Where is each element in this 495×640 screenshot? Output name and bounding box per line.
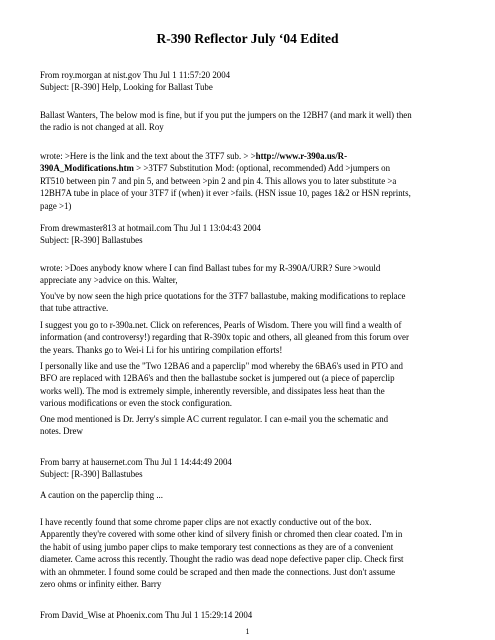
message-header [40,609,462,621]
text-line: the radio is not changed at all. Roy [40,122,164,133]
text-line [40,150,462,162]
message-subject: Subject: [R-390] Ballastubes [40,235,143,246]
message-from: From barry at hausernet.com Thu Jul 1 14:44:49 2004 [40,457,232,467]
text-line [40,162,462,174]
text-line: diameter. Came across this recently. Thought the radio was dead nope defective paper clip. Check first [40,554,404,565]
text-line: 12BH7A tube in place of your 3TF7 if (when) it ever >fails. (HSN issue 10, pages 1&2 or HSN reprints, [40,188,411,199]
mod-link-continued[interactable]: 390A_Modifications.htm [40,163,134,174]
paragraph [40,319,462,356]
text-line: the years. Thanks go to Wei-i Li for his untiring compilation efforts! [40,344,283,355]
text-line: I personally like and use the "Two 12BA6 and a paperclip" mod whereby the 6BA6's used in PTO and [40,361,403,371]
page-number: 1 [245,627,250,636]
text-line: BFO are replaced with 12BA6's and then the ballastube socket is jumpered out (a piece of paperclip [40,373,395,384]
text-line: A caution on the paperclip thing ... [40,490,163,500]
message-header [40,456,462,481]
text-line: with an ohmmeter. I found some could be scraped and then made the connections. Just don't assume [40,566,396,577]
text-line: Ballast Wanters, The below mod is fine, but if you put the jumpers on the 12BH7 (and mark it well) then [40,110,412,120]
text-line: I suggest you go to r-390a.net. Click on references, Pearls of Wisdom. There you will find a wealth of [40,320,402,330]
message-from: From roy.morgan at nist.gov Thu Jul 1 11:57:20 2004 [40,70,231,80]
text-line: appreciate any >advice on this. Walter, [40,275,178,286]
paragraph [40,360,462,410]
text-line: You've by now seen the high price quotations for the 3TF7 ballastube, making modifications to replace [40,291,406,301]
text-line: that tube attractive. [40,303,109,314]
message-from: From drewmaster813 at hotmail.com Thu Jul 1 13:04:43 2004 [40,223,261,233]
quoted-text [40,262,462,287]
text-line: RT510 between pin 7 and pin 5, and between >pin 2 and pin 4. This allows you to later substitute >a [40,175,397,186]
paragraph [40,413,462,438]
paragraph [40,489,462,501]
text-line: Apparently they're covered with some other kind of silvery finish or chromed then clear coated. I'm in [40,529,403,540]
text-fragment: > >3TF7 Substitution Mod: (optional, recommended) Add >jumpers on [133,163,391,174]
message-subject: Subject: [R-390] Ballastubes [40,469,143,480]
text-line: One mod mentioned is Dr. Jerry's simple AC current regulator. I can e-mail you the schematic and [40,414,389,424]
paragraph [40,290,462,315]
message-body [40,109,462,134]
text-line: I have recently found that some chrome paper clips are not exactly conductive out of the box. [40,517,372,527]
text-line: information (and controversy!) regarding that R-390x topic and others, all gleaned from this forum over [40,332,409,343]
document-title: R-390 Reflector July ‘04 Edited [156,31,339,46]
message-from: From David_Wise at Phoenix.com Thu Jul 1 15:29:14 2004 [40,610,253,620]
text-line: page >1) [40,200,72,211]
message-subject: Subject: [R-390] Help, Looking for Ballast Tube [40,82,213,93]
text-line: various modifications or even the stock configuration. [40,398,232,409]
message-header [40,222,462,247]
text-line: wrote: >Does anybody know where I can find Ballast tubes for my R-390A/URR? Sure >would [40,263,381,273]
text-line: zero ohms or infinity either. Barry [40,579,162,590]
message-header [40,69,462,94]
quoted-text [40,150,462,212]
mod-link[interactable]: http://www.r-390a.us/R- [255,151,348,161]
text-fragment: wrote: >Here is the link and the text about the 3TF7 sub. > > [40,151,256,161]
text-line: notes. Drew [40,426,83,437]
text-line: the habit of using jumbo paper clips to make temporary test connections as they are of a convenient [40,541,394,552]
paragraph [40,516,462,590]
text-line: works well). The mod is extremely simple, inherently reversible, and dissipates less heat than the [40,385,385,396]
